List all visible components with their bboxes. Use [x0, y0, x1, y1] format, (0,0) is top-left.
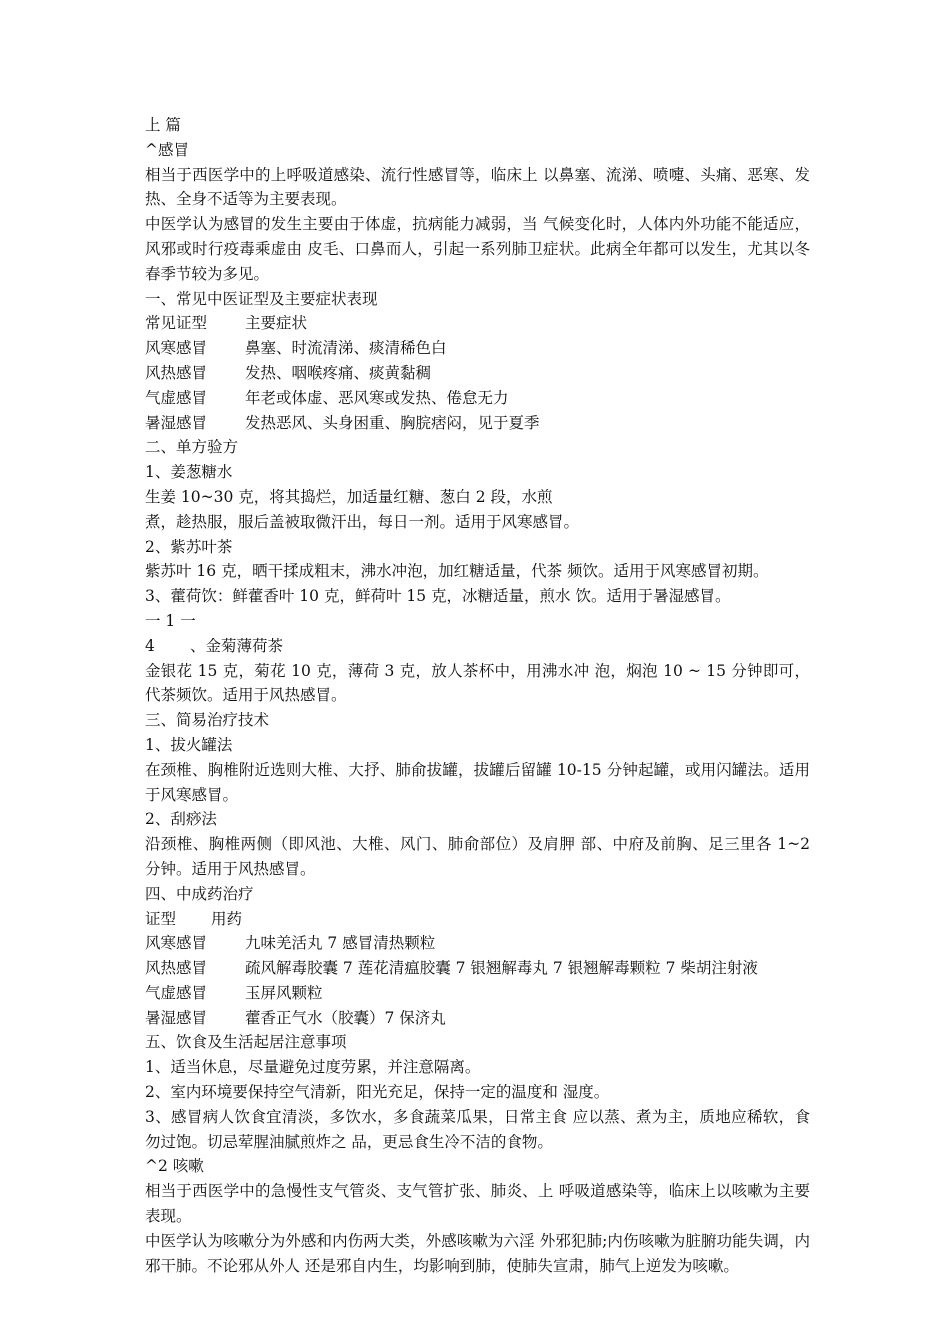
section-title-cough: ^2 咳嗽 [145, 1157, 204, 1176]
table1-cell-type: 气虚感冒 [145, 388, 208, 407]
table2-cell-medicine: 藿香正气水（胶囊）7 保济丸 [245, 1008, 446, 1027]
table1-header-row [145, 311, 810, 336]
table2-row [145, 956, 810, 981]
heading-remedies: 二、单方验方 [145, 438, 239, 457]
paragraph-definition: 相当于西医学中的上呼吸道感染、流行性感冒等，临床上 以鼻塞、流涕、喷嚏、头痛、恶寒、发热、全身不适等为主要表现。 [145, 165, 810, 209]
technique2-text: 沿颈椎、胸椎两侧（即风池、大椎、风门、肺俞部位）及肩胛 部、中府及前胸、足三里各 1~2 分钟。适用于风热感冒。 [145, 835, 810, 878]
heading-techniques: 三、简易治疗技术 [145, 711, 270, 730]
table2-header-row [145, 907, 810, 932]
technique1-title: 1、拔火罐法 [145, 735, 233, 754]
remedy3-text: 3、藿荷饮：鲜藿香叶 10 克，鲜荷叶 15 克，冰糖适量，煎水 饮。适用于暑湿感冒。 [145, 587, 731, 606]
table2-header-medicine: 用药 [211, 909, 243, 928]
paragraph-tcm-view: 中医学认为感冒的发生主要由于体虚，抗病能力减弱，当 气候变化时，人体内外功能不能适应，风邪或时行疫毒乘虚由 皮毛、口鼻而人，引起一系列肺卫症状。此病全年都可以发生，尤其以冬春季节较为多见。 [145, 215, 810, 283]
remedy4-text: 金银花 15 克，菊花 10 克，薄荷 3 克，放人茶杯中，用沸水冲 泡，焖泡 10 ~ 15 分钟即可，代茶频饮。适用于风热感冒。 [145, 661, 810, 705]
table2-cell-type: 暑湿感冒 [145, 1008, 208, 1027]
page-marker: 一 1 一 [145, 611, 196, 630]
heading-syndrome-types: 一、常见中医证型及主要症状表现 [145, 289, 378, 308]
remedy4-title-line [145, 634, 810, 659]
table2-row [145, 931, 810, 956]
note2: 2、室内环境要保持空气清新，阳光充足，保持一定的温度和 湿度。 [145, 1083, 610, 1102]
table1-cell-symptoms: 鼻塞、时流清涕、痰清稀色白 [245, 339, 447, 358]
table2-cell-medicine: 疏风解毒胶囊 7 莲花清瘟胶囊 7 银翘解毒丸 7 银翘解毒颗粒 7 柴胡注射液 [245, 959, 758, 978]
table1-row [145, 386, 810, 411]
heading-lifestyle: 五、饮食及生活起居注意事项 [145, 1033, 347, 1052]
technique2-title: 2、刮痧法 [145, 810, 217, 829]
paragraph-cough-definition: 相当于西医学中的急慢性支气管炎、支气管扩张、肺炎、上 呼吸道感染等，临床上以咳嗽为主要表现。 [145, 1182, 810, 1226]
remedy2-text: 紫苏叶 16 克，晒干揉成粗末，沸水冲泡，加红糖适量，代茶 频饮。适用于风寒感冒初期。 [145, 562, 769, 581]
table2-cell-medicine: 玉屏风颗粒 [245, 983, 323, 1002]
table1-header-symptoms: 主要症状 [245, 314, 308, 333]
remedy4-title: 、金菊薄荷茶 [190, 636, 284, 655]
table1-cell-type: 风寒感冒 [145, 339, 208, 358]
heading-patent-medicines: 四、中成药治疗 [145, 884, 254, 903]
remedy1-text-line1: 生姜 10~30 克，将其捣烂，加适量红糖、葱白 2 段，水煎 [145, 487, 553, 506]
table1-row [145, 361, 810, 386]
table2-cell-type: 风热感冒 [145, 959, 208, 978]
table2-header-type: 证型 [145, 909, 177, 928]
part-title: 上 篇 [145, 116, 181, 134]
table2-row [145, 981, 810, 1006]
note3: 3、感冒病人饮食宜清淡，多饮水，多食蔬菜瓜果，日常主食 应以蒸、煮为主，质地应稀软，食勿过饱。切忌荤腥油腻煎炸之 品，更忌食生冷不洁的食物。 [145, 1107, 810, 1151]
table2-cell-type: 风寒感冒 [145, 934, 208, 953]
table1-row [145, 411, 810, 436]
table1-cell-symptoms: 发热、咽喉疼痛、痰黄黏稠 [245, 363, 432, 382]
table1-cell-type: 暑湿感冒 [145, 413, 208, 432]
table2-row [145, 1006, 810, 1031]
remedy4-number: 4 [145, 636, 155, 655]
section-title-cold: ^感冒 [145, 140, 189, 159]
table1-cell-symptoms: 发热恶风、头身困重、胸脘痞闷，见于夏季 [245, 413, 540, 432]
table2-cell-medicine: 九味羌活丸 7 感冒清热颗粒 [245, 934, 436, 953]
remedy1-title: 1、姜葱糖水 [145, 463, 233, 482]
paragraph-cough-tcm-view: 中医学认为咳嗽分为外感和内伤两大类，外感咳嗽为六淫 外邪犯肺;内伤咳嗽为脏腑功能失调，内邪干肺。不论邪从外人 还是邪自内生，均影响到肺，使肺失宣肃，肺气上逆发为咳嗽。 [145, 1231, 810, 1275]
table2-cell-type: 气虚感冒 [145, 983, 208, 1002]
table1-row [145, 336, 810, 361]
remedy1-text-line2: 煮，趁热服，服后盖被取微汗出，每日一剂。适用于风寒感冒。 [145, 512, 580, 531]
table1-cell-symptoms: 年老或体虚、恶风寒或发热、倦怠无力 [245, 388, 509, 407]
remedy2-title: 2、紫苏叶茶 [145, 537, 233, 556]
table1-header-type: 常见证型 [145, 314, 208, 333]
document-page [145, 113, 810, 1278]
note1: 1、适当休息，尽量避免过度劳累，并注意隔离。 [145, 1058, 481, 1077]
table1-cell-type: 风热感冒 [145, 363, 208, 382]
technique1-text: 在颈椎、胸椎附近选则大椎、大抒、肺俞拔罐，拔罐后留罐 10-15 分钟起罐，或用闪罐法。适用于风寒感冒。 [145, 760, 810, 804]
